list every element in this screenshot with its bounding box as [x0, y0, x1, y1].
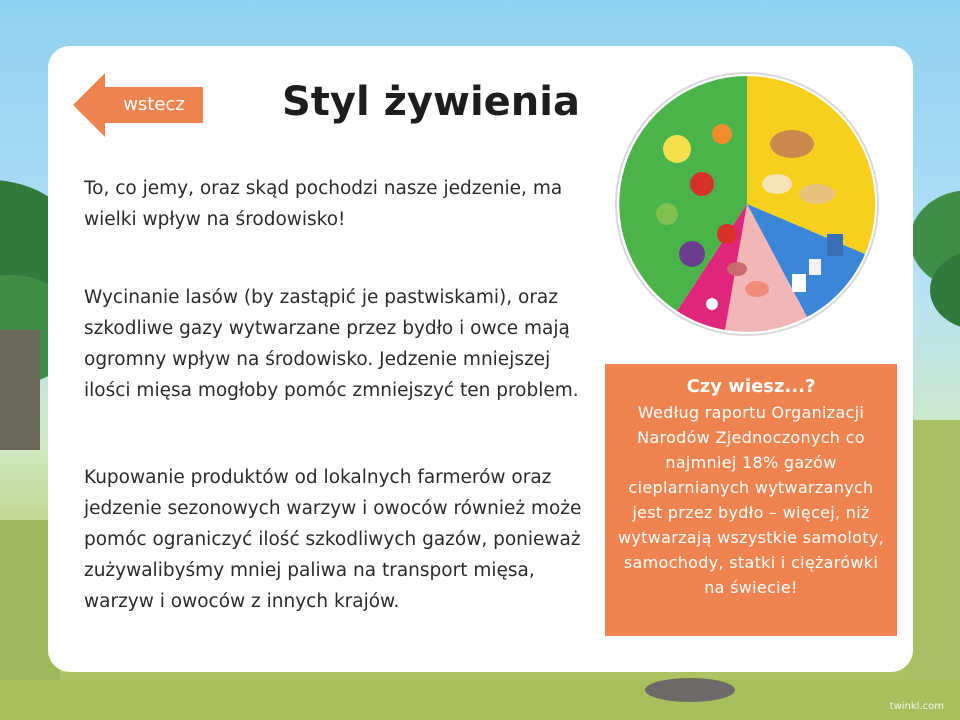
page-title: Styl żywienia	[282, 79, 580, 125]
paragraph-intro: To, co jemy, oraz skąd pochodzi nasze jedzenie, ma wielki wpływ na środowisko!	[84, 178, 563, 230]
did-you-know-text: Według raportu Organizacji Narodów Zjednoczonych co najmniej 18% gazów cieplarnianych wytwarzanych jest przez bydło – więcej, niż wytwarzają wszystkie samoloty, samochody, statki i ciężarówki na świecie!	[618, 403, 884, 597]
paragraph-local-farmers: Kupowanie produktów od lokalnych farmerów oraz jedzenie sezonowych warzyw i owoców również może pomóc ograniczyć ilość szkodliwych gazów, ponieważ zużywalibyśmy mniej paliwa na transport mięsa, warzyw i owoców z innych krajów.	[84, 467, 582, 612]
back-button[interactable]	[73, 73, 203, 137]
did-you-know-title: Czy wiesz...?	[686, 376, 816, 397]
paragraph-deforestation: Wycinanie lasów (by zastąpić je pastwiskami), oraz szkodliwe gazy wytwarzane przez bydło i owce mają ogromny wpływ na środowisko. Jedzenie mniejszej ilości mięsa mogłoby pomóc zmniejszyć ten problem.	[84, 287, 579, 401]
twinkl-watermark: twinkl.com	[889, 701, 944, 712]
did-you-know-box	[605, 364, 897, 636]
back-button-label: wstecz	[123, 94, 185, 115]
eatwell-plate-illustration	[604, 70, 890, 338]
